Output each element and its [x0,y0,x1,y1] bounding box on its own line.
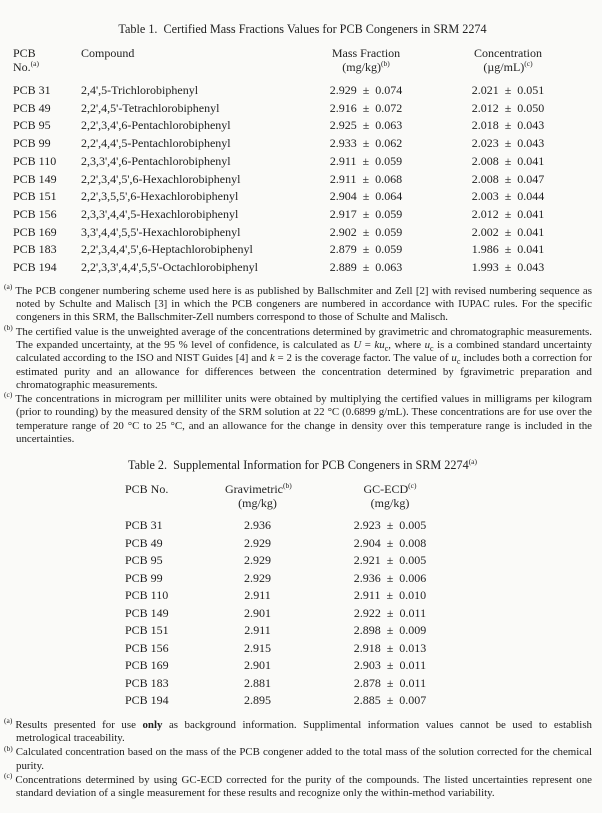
table-row [13,224,592,242]
title-text: Table 2. Supplemental Information for PCB Congeners in SRM 2274 [127,458,469,473]
gravimetric-cell: 2.881 [244,675,271,690]
gravimetric-cell: 2.911 [244,588,271,603]
compound-cell: 2,2',4,4',5-Pentachlorobiphenyl [81,136,231,151]
header-line [225,482,290,496]
gc-ecd-cell: 2.911 ± 0.010 [353,588,427,603]
table1-title: Table 1. Certified Mass Fractions Values for PCB Congeners in SRM 2274 [118,22,487,36]
header-line [320,60,412,74]
header-line: (mg/kg) [370,496,410,511]
table1-header-mass-fraction [320,46,412,74]
footnote-ref-c: (c) [524,59,533,68]
table-row [13,188,592,206]
pcb-no-cell: PCB 156 [13,206,57,221]
mass-fraction-cell: 2.889 ± 0.063 [329,260,403,275]
compound-cell: 2,2',3,3',4,4',5,5'-Octachlorobiphenyl [81,260,258,275]
footnote-ref-b: (b) [282,481,292,491]
pcb-no-cell: PCB 99 [125,570,163,585]
gc-ecd-cell: 2.921 ± 0.005 [353,553,427,568]
mass-fraction-cell: 2.902 ± 0.059 [329,224,403,239]
compound-cell: 2,2',4,5'-Tetrachlorobiphenyl [81,100,220,115]
pcb-no-cell: PCB 194 [13,260,57,275]
pcb-no-cell: PCB 169 [125,658,169,673]
table-row [13,135,592,153]
gc-ecd-cell: 2.885 ± 0.007 [353,693,427,708]
mass-fraction-cell: 2.911 ± 0.059 [329,153,403,168]
compound-cell: 2,2',3,4',5',6-Hexachlorobiphenyl [81,171,241,186]
footnote-text: Calculated concentration based on the mass of the PCB congener added to the total mass of the solution corrected for the chemical purity. [15,746,592,772]
footnote-b [4,323,593,392]
compound-cell: 3,3',4,4',5,5'-Hexachlorobiphenyl [81,224,241,239]
footnote-a [4,716,593,746]
pcb-no-cell: PCB 31 [13,83,51,97]
compound-cell: 2,2',3,4',6-Pentachlorobiphenyl [81,118,231,133]
table-row [125,640,592,658]
header-text: (µg/mL) [483,60,525,74]
footnote-ref-c: (c) [408,481,417,491]
header-line [462,60,554,74]
gc-ecd-cell: 2.918 ± 0.013 [353,640,427,655]
concentration-cell: 2.002 ± 0.041 [471,224,545,239]
footnote-marker: (a) [4,716,13,726]
table2-header-gravimetric [225,482,290,510]
table2-header-pcb-no: PCB No. [125,482,169,497]
gravimetric-cell: 2.929 [244,570,271,585]
header-text: Gravimetric [225,482,283,497]
footnote-c [4,390,592,446]
table-row [125,622,592,640]
table2-header [125,482,592,510]
compound-cell: 2,2',3,4,4',5',6-Heptachlorobiphenyl [81,242,253,257]
gravimetric-cell: 2.901 [244,605,271,620]
concentration-cell: 2.003 ± 0.044 [471,189,545,204]
table-row [125,552,592,570]
footnote-marker: (a) [4,282,13,292]
table-row [125,675,592,693]
concentration-cell: 1.986 ± 0.041 [471,242,545,257]
mass-fraction-cell: 2.916 ± 0.072 [329,100,403,115]
gravimetric-cell: 2.911 [244,623,271,638]
mass-fraction-cell: 2.925 ± 0.063 [329,118,403,133]
gravimetric-cell: 2.929 [244,535,271,550]
gravimetric-cell: 2.915 [244,640,271,655]
compound-cell: 2,3,3',4,4',5-Hexachlorobiphenyl [81,206,239,221]
table2-header-gc-ecd [290,482,490,510]
mass-fraction-cell: 2.879 ± 0.059 [329,242,403,257]
table-row [13,206,592,224]
pcb-no-cell: PCB 110 [125,588,169,603]
table-row [13,241,592,259]
pcb-no-cell: PCB 156 [125,640,169,655]
mass-fraction-cell: 2.917 ± 0.059 [329,206,403,221]
pcb-no-cell: PCB 169 [13,224,57,239]
pcb-no-cell: PCB 95 [13,118,51,133]
footnote-b [4,743,592,773]
table1-header-pcb-no [13,46,81,74]
table1-header-compound: Compound [81,46,135,60]
table-row [125,587,592,605]
concentration-cell: 1.993 ± 0.043 [471,260,545,275]
pcb-no-cell: PCB 149 [13,171,57,186]
footnote-marker: (b) [4,323,13,332]
gc-ecd-cell: 2.903 ± 0.011 [353,658,427,673]
pcb-no-cell: PCB 151 [13,189,57,204]
table1-header [13,46,592,74]
footnote-text: The concentrations in microgram per milliliter units were obtained by multiplying the certified values in milligrams per kilogram (prior to rounding) by the measured density of the SRM solution at 22 °C (0.6899 g/mL). These concentrations are for use over the temperature range of 20 °C to 25 °C, and an allowance for the change in density over this temperature range is included in the uncertainties. [15,393,592,445]
concentration-cell: 2.012 ± 0.041 [471,206,545,221]
footnote-marker: (b) [4,743,13,753]
gravimetric-cell: 2.895 [244,693,271,708]
header-text: No. [13,60,31,74]
header-line: Mass Fraction [331,46,401,60]
footnote-ref-b: (b) [380,59,390,68]
table-row [13,82,592,100]
gc-ecd-cell: 2.898 ± 0.009 [353,623,427,638]
pcb-no-cell: PCB 95 [125,553,163,568]
table-row [13,171,592,189]
concentration-cell: 2.008 ± 0.041 [471,153,545,168]
header-text: GC-ECD [363,482,409,497]
footnote-marker: (c) [4,771,13,781]
pcb-no-cell: PCB 183 [13,242,57,257]
gravimetric-cell: 2.901 [244,658,271,673]
table2-footnotes [4,716,593,801]
header-line [290,482,490,496]
footnote-marker: (c) [4,390,13,400]
footnote-text: Results presented for use only as background information. Supplimental information values cannot be used to establish metrological traceability. [15,718,593,745]
table-row [125,657,592,675]
header-text: (mg/kg) [342,60,381,74]
gc-ecd-cell: 2.936 ± 0.006 [353,570,427,585]
table-row [13,153,592,171]
pcb-no-cell: PCB 151 [125,623,169,638]
compound-cell: 2,3,3',4',6-Pentachlorobiphenyl [81,153,231,168]
footnote-ref-a: (a) [468,457,478,467]
gc-ecd-cell: 2.922 ± 0.011 [353,605,427,620]
table-row [125,570,592,588]
table-row [125,517,592,535]
mass-fraction-cell: 2.911 ± 0.068 [329,171,403,186]
table-row [125,605,592,623]
pcb-no-cell: PCB 99 [13,136,51,151]
header-line: PCB [13,46,36,60]
table-row [125,692,592,710]
header-line: (mg/kg) [238,496,277,511]
mass-fraction-cell: 2.904 ± 0.064 [329,189,403,204]
table1-header-concentration [412,46,554,74]
header-line [13,60,81,74]
pcb-no-cell: PCB 110 [13,153,57,168]
footnote-ref-a: (a) [30,59,39,68]
header-line: Concentration [474,46,542,60]
footnote-text: Concentrations determined by using GC-ECD corrected for the purity of the compounds. The listed uncertainties represent one standard deviation of a single measurement for these results and recognize only the within-method variability. [15,773,592,800]
concentration-cell: 2.008 ± 0.047 [471,171,545,186]
pcb-no-cell: PCB 194 [125,693,169,708]
footnote-text: The certified value is the unweighted average of the concentrations determined by gravimetric and chromatographic measurements. The expanded uncertainty, at the 95 % level of confidence, is calculated as $U = ku_c$, where $u_c$ is a combined standard uncertainty calculated according to the ISO and NIST Guides [4] and k = 2 is the coverage factor. The value of $u_c$ includes both a correction for estimated purity and an allowance for differences between the concentration determined by fgravimetric preparation and chromatographic measurements. [15,325,593,391]
concentration-cell: 2.018 ± 0.043 [471,118,545,133]
gravimetric-cell: 2.936 [244,518,271,533]
gc-ecd-cell: 2.904 ± 0.008 [353,535,427,550]
pcb-no-cell: PCB 149 [125,605,169,620]
table-row [13,100,592,118]
concentration-cell: 2.021 ± 0.051 [471,83,545,97]
pcb-no-cell: PCB 49 [13,100,51,115]
compound-cell: 2,2',3,5,5',6-Hexachlorobiphenyl [81,189,239,204]
table-row [13,259,592,277]
table1-footnotes [4,282,593,447]
table2-title [13,458,592,472]
pcb-no-cell: PCB 31 [125,518,163,533]
table-row [125,535,592,553]
pcb-no-cell: PCB 49 [125,535,163,550]
compound-cell: 2,4',5-Trichlorobiphenyl [81,83,199,97]
gc-ecd-cell: 2.878 ± 0.011 [353,675,427,690]
concentration-cell: 2.023 ± 0.043 [471,136,545,151]
footnote-c [4,771,592,801]
mass-fraction-cell: 2.933 ± 0.062 [329,136,403,151]
gravimetric-cell: 2.929 [244,553,271,568]
footnote-text: The PCB congener numbering scheme used here is as published by Ballschmiter and Zell [2] with revised numbering sequence as noted by Schulte and Malisch [3] in which the PCB congeners are numbered in accordance with IUPAC rules. For the specific congeners in this SRM, the Ballschmiter-Zell numbers correspond to those of Schulte and Malisch. [15,284,592,324]
concentration-cell: 2.012 ± 0.050 [471,100,545,115]
table-row [13,117,592,135]
footnote-a [4,282,592,325]
pcb-no-cell: PCB 183 [125,675,169,690]
mass-fraction-cell: 2.929 ± 0.074 [329,83,403,97]
gc-ecd-cell: 2.923 ± 0.005 [353,518,427,533]
